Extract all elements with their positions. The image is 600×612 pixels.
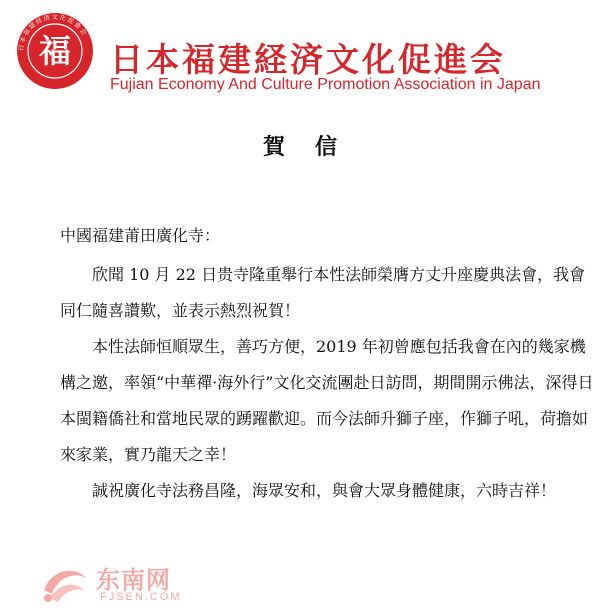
logo-character: 福 bbox=[38, 32, 72, 70]
organization-name-english: Fujian Economy And Culture Promotion Association in Japan bbox=[110, 76, 541, 93]
watermark-subtext: FJSEN.COM bbox=[100, 591, 182, 603]
paragraph-2: 本性法師恒順眾生，善巧方便，2019 年初曾應包括我會在內的幾家機構之邀，率領“中華禪·海外行”文化交流團赴日訪問，期間開示佛法，深得日本閩籍僑社和當地民眾的踴躍歡迎。而今法師升獅子座，作獅子吼，荷擔如來家業，實乃龍天之幸！ bbox=[60, 337, 594, 464]
organization-name-chinese: 日本福建経済文化促進会 bbox=[110, 40, 506, 79]
salutation: 中國福建莆田廣化寺： bbox=[60, 226, 221, 245]
watermark-text: 东南网 bbox=[96, 566, 171, 594]
letter-body bbox=[60, 218, 596, 509]
letterhead bbox=[0, 0, 600, 110]
paragraph-3: 誠祝廣化寺法務昌隆，海眾安和，與會大眾身體健康，六時吉祥！ bbox=[92, 481, 557, 500]
paragraph-1: 欣聞 10 月 22 日贵寺隆重舉行本性法師榮膺方丈升座慶典法會，我會同仁隨喜讚歎，並表示熱烈祝賀！ bbox=[60, 265, 586, 320]
watermark-logo-icon bbox=[36, 560, 92, 606]
document-title: 賀信 bbox=[262, 134, 367, 160]
association-logo bbox=[16, 12, 94, 90]
watermark bbox=[36, 560, 196, 608]
logo-ring-text: 日本福建経済文化促進会 bbox=[17, 13, 89, 52]
